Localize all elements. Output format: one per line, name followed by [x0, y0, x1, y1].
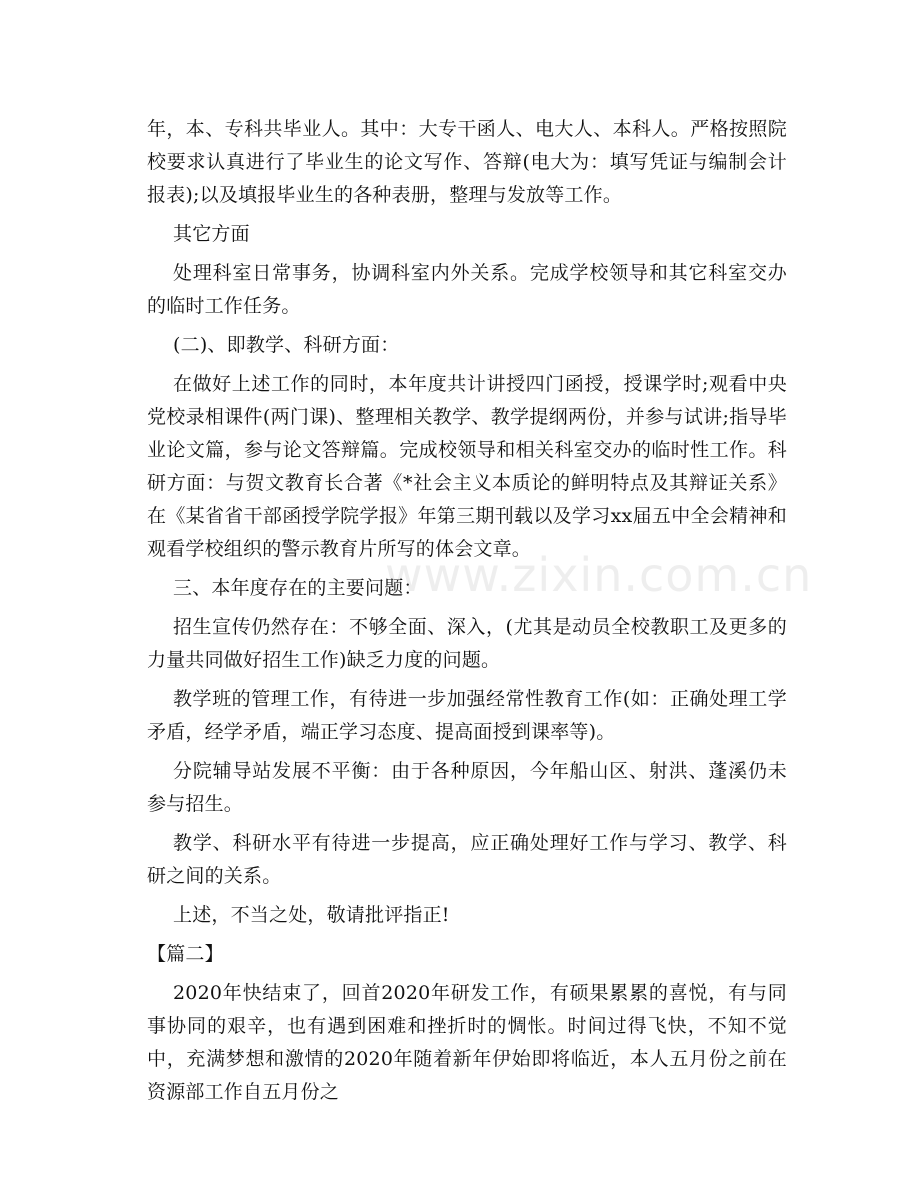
heading-teaching-research: (二)、即教学、科研方面： [173, 334, 400, 356]
heading-other-aspects: 其它方面 [173, 223, 250, 245]
paragraph-teaching-details: 在做好上述工作的同时，本年度共计讲授四门函授，授课学时;观看中央党校录相课件(两门课)、整理相关教学、教学提纲两份，并参与试讲;指导毕业论文篇，参与论文答辩篇。完成校领导和相关科室交办的临时性工作。科研方面：与贺文教育长合著《*社会主义本质论的鲜明特点及其辩证关系》在《某省省干部函授学院学报》年第三期刊载以及学习xx届五中全会精神和观看学校组织的警示教育片所写的体会文章。 [147, 373, 787, 560]
paragraph-branch-development: 分院辅导站发展不平衡：由于各种原因，今年船山区、射洪、蓬溪仍未参与招生。 [147, 760, 787, 815]
heading-main-problems: 三、本年度存在的主要问题： [173, 577, 423, 599]
paragraph-enrollment-issue: 招生宣传仍然存在：不够全面、深入，(尤其是动员全校教职工及更多的力量共同做好招生工作)缺乏力度的问题。 [147, 616, 787, 671]
paragraph-2020-review: 2020年快结束了，回首2020年研发工作，有硕果累累的喜悦，有与同事协同的艰辛，也有遇到困难和挫折时的惆怅。时间过得飞快，不知不觉中，充满梦想和激情的2020年随着新年伊始即将临近，本人五月份之前在资源部工作自五月份之 [147, 982, 787, 1103]
watermark: www.zixin.com.cn [385, 548, 813, 602]
paragraph-closing: 上述，不当之处，敬请批评指正! [173, 904, 450, 926]
paragraph-research-level: 教学、科研水平有待进一步提高，应正确处理好工作与学习、教学、科研之间的关系。 [147, 832, 787, 887]
section-heading-part-two: 【篇二】 [147, 943, 224, 965]
paragraph-class-management: 教学班的管理工作，有待进一步加强经常性教育工作(如：正确处理工学矛盾，经学矛盾，端正学习态度、提高面授到课率等)。 [147, 688, 787, 743]
paragraph-daily-affairs: 处理科室日常事务，协调科室内外关系。完成学校领导和其它科室交办的临时工作任务。 [147, 262, 787, 317]
paragraph-graduation: 年，本、专科共毕业人。其中：大专干函人、电大人、本科人。严格按照院校要求认真进行了毕业生的论文写作、答辩(电大为：填写凭证与编制会计报表);以及填报毕业生的各种表册，整理与发放等工作。 [147, 118, 787, 206]
document-body [147, 113, 787, 1115]
